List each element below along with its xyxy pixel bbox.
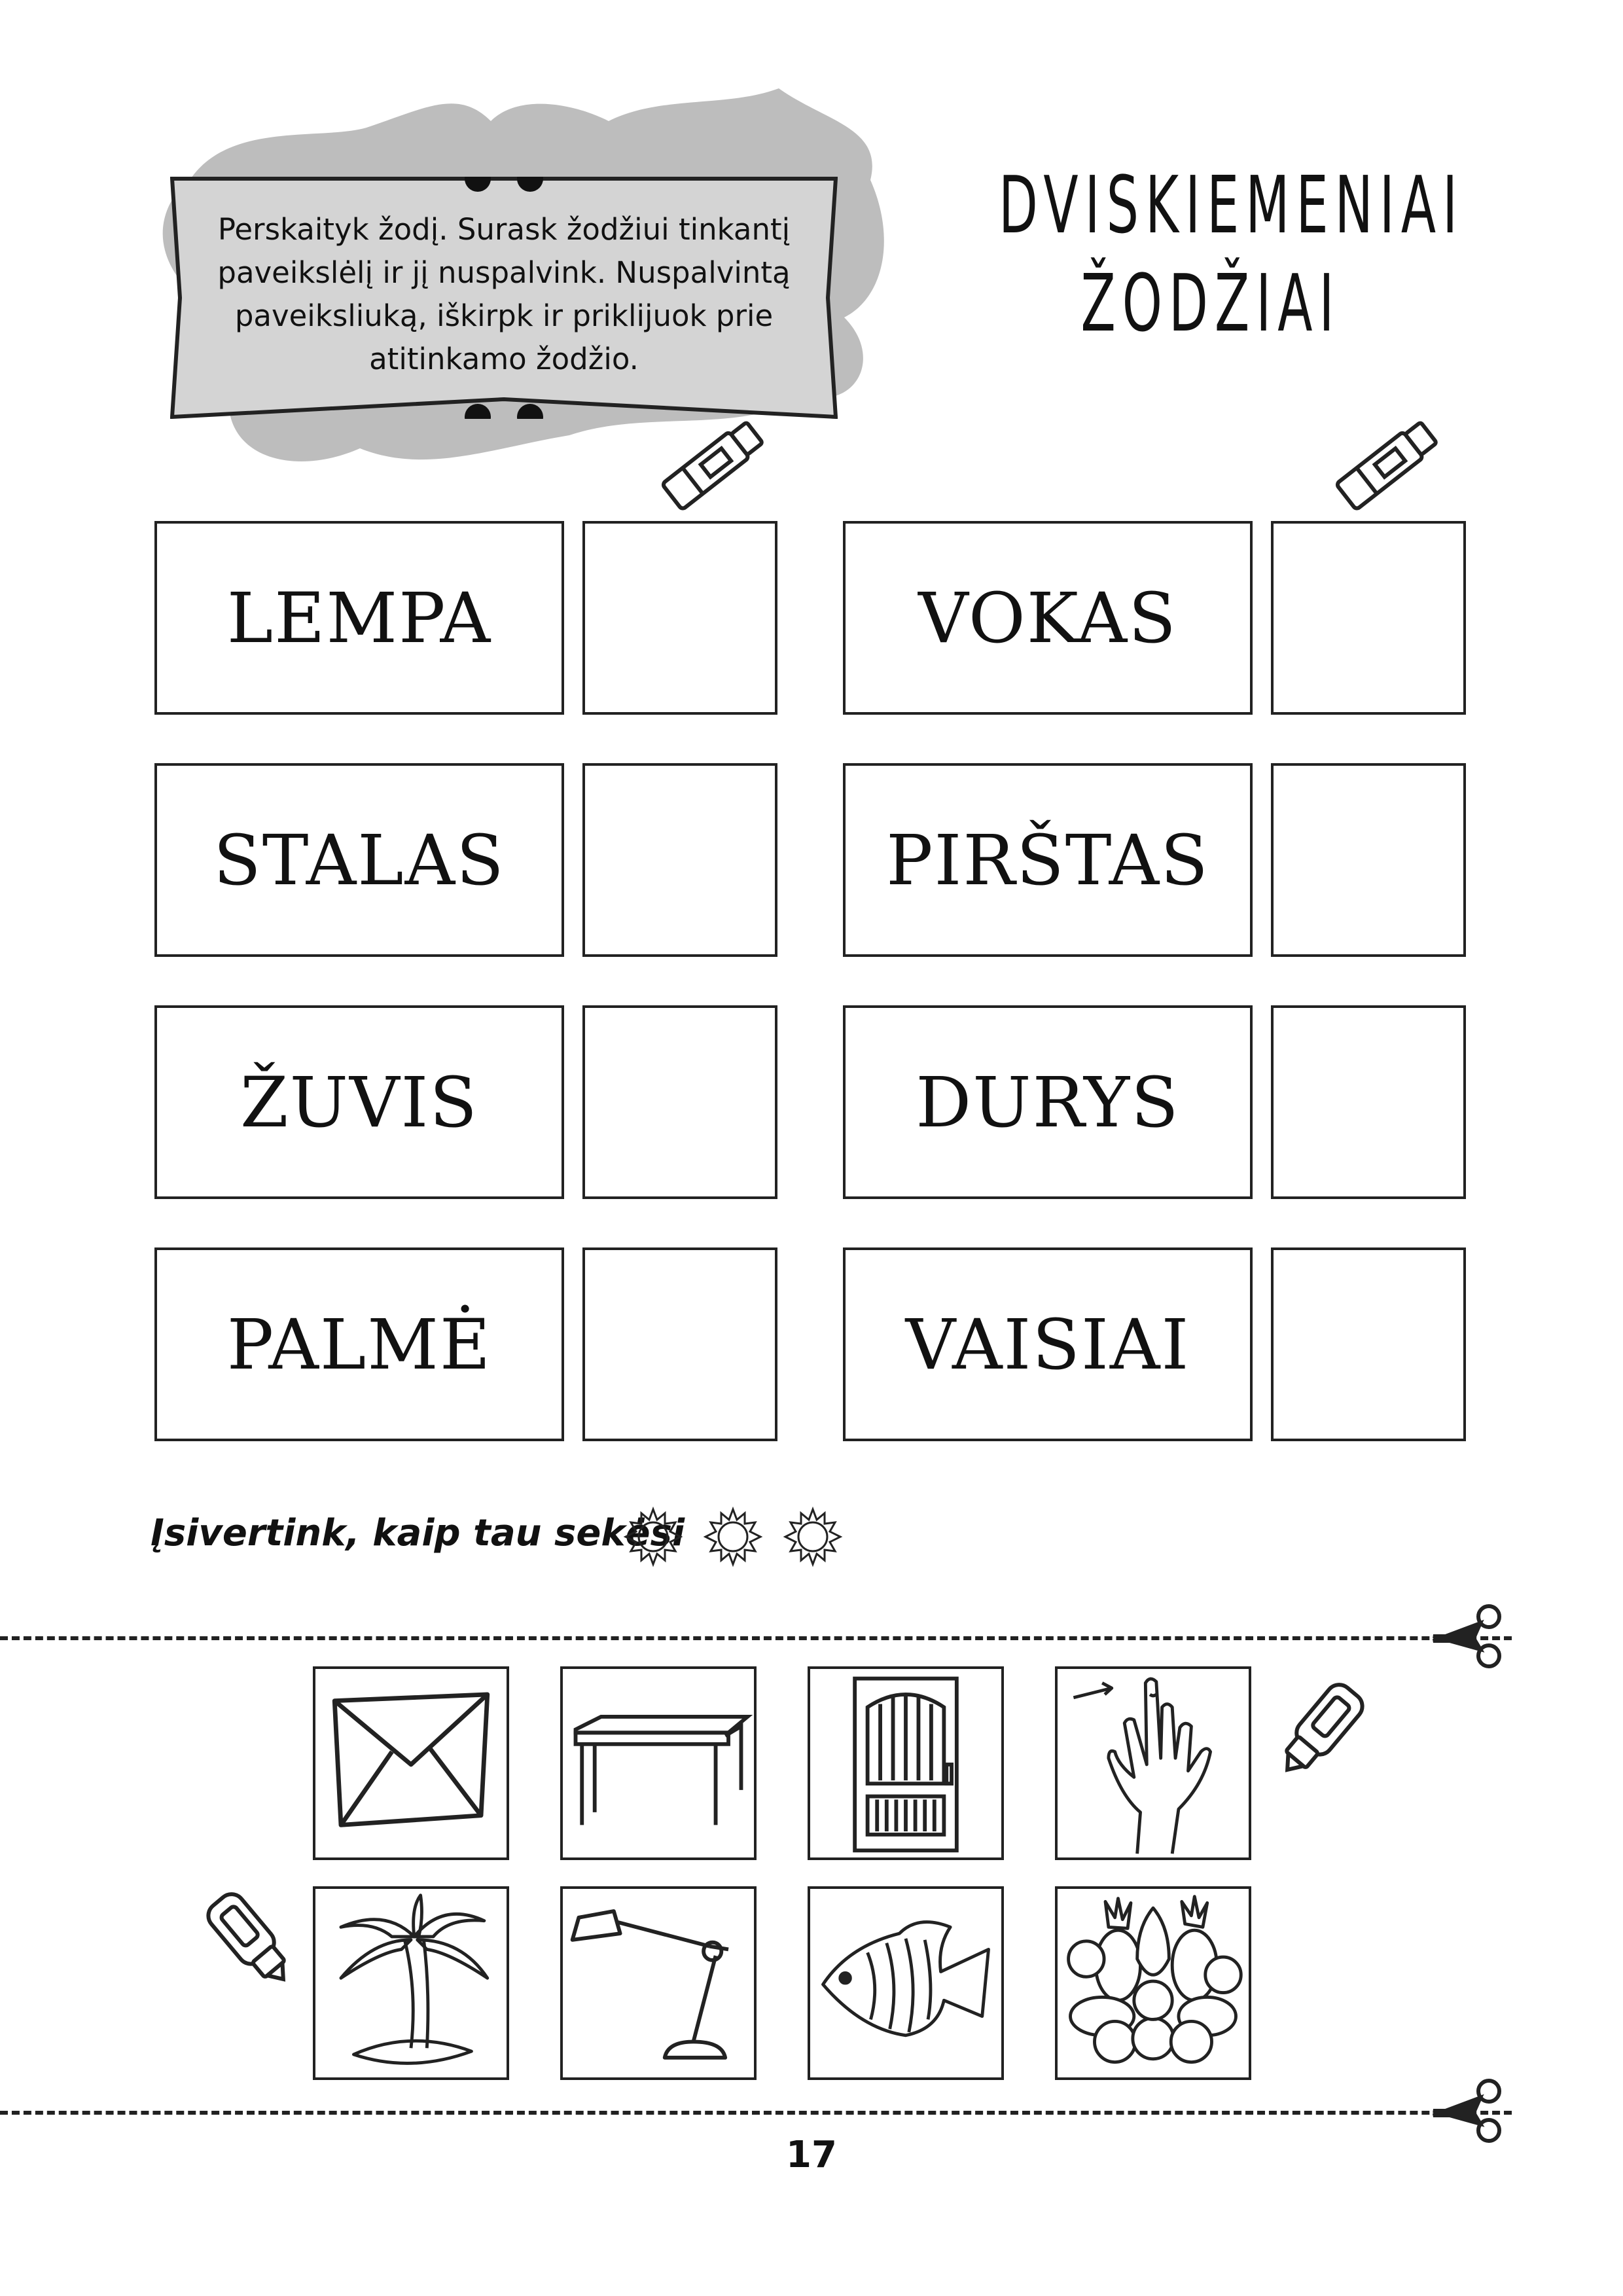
word-label: PIRŠTAS [886, 819, 1209, 901]
page-title-line: DVISKIEMENIAI [999, 160, 1465, 251]
instruction-line: paveiksliuką, iškirpk ir priklijuok prie [234, 298, 774, 333]
instruction-line: Perskaityk žodį. Surask žodžiui tinkantį [217, 212, 791, 247]
answer-slot[interactable] [1271, 1247, 1466, 1441]
word-label: VOKAS [918, 577, 1177, 658]
answer-slot[interactable] [1271, 521, 1466, 715]
marker-icon [183, 1872, 308, 1996]
word-label: STALAS [213, 819, 505, 901]
word-box-stalas [154, 763, 564, 957]
page-title [999, 157, 1465, 353]
cut-line-top [0, 1636, 1512, 1640]
scissors-icon [1427, 2075, 1512, 2147]
marker-icon [1263, 1662, 1387, 1787]
answer-slot[interactable] [582, 1005, 777, 1199]
finger-picture[interactable] [1055, 1666, 1251, 1860]
fish-picture[interactable] [808, 1886, 1004, 2080]
sun-icon[interactable] [781, 1505, 844, 1568]
answer-slot[interactable] [1271, 763, 1466, 957]
word-box-pirstas [843, 763, 1253, 957]
word-box-lempa [154, 521, 564, 715]
page-number: 17 [786, 2134, 837, 2176]
self-rating-label: Įsivertink, kaip tau sekėsi [151, 1512, 685, 1554]
desk-lamp-picture[interactable] [560, 1886, 757, 2080]
cut-line-bottom [0, 2111, 1512, 2115]
palm-tree-picture[interactable] [313, 1886, 509, 2080]
word-label: PALMĖ [226, 1304, 492, 1385]
word-box-vokas [843, 521, 1253, 715]
word-label: LEMPA [226, 577, 492, 658]
scissors-icon [1427, 1600, 1512, 1672]
answer-slot[interactable] [582, 763, 777, 957]
word-box-palme [154, 1247, 564, 1441]
table-picture[interactable] [560, 1666, 757, 1860]
door-picture[interactable] [808, 1666, 1004, 1860]
instruction-line: atitinkamo žodžio. [369, 342, 639, 376]
answer-slot[interactable] [582, 1247, 777, 1441]
glue-stick-icon [648, 406, 779, 524]
envelope-picture[interactable] [313, 1666, 509, 1860]
word-label: ŽUVIS [240, 1062, 479, 1143]
sun-icon[interactable] [622, 1505, 685, 1568]
word-box-durys [843, 1005, 1253, 1199]
word-box-vaisiai [843, 1247, 1253, 1441]
fruits-picture[interactable] [1055, 1886, 1251, 2080]
page-title-line: ŽODŽIAI [1080, 259, 1341, 350]
word-label: VAISIAI [905, 1304, 1190, 1385]
sun-icon[interactable] [702, 1505, 764, 1568]
glue-stick-icon [1322, 406, 1453, 524]
word-box-zuvis [154, 1005, 564, 1199]
answer-slot[interactable] [582, 521, 777, 715]
instruction-text [216, 208, 792, 381]
instruction-line: paveikslėlį ir jį nuspalvink. Nuspalvintą [217, 255, 791, 290]
word-label: DURYS [916, 1062, 1180, 1143]
answer-slot[interactable] [1271, 1005, 1466, 1199]
